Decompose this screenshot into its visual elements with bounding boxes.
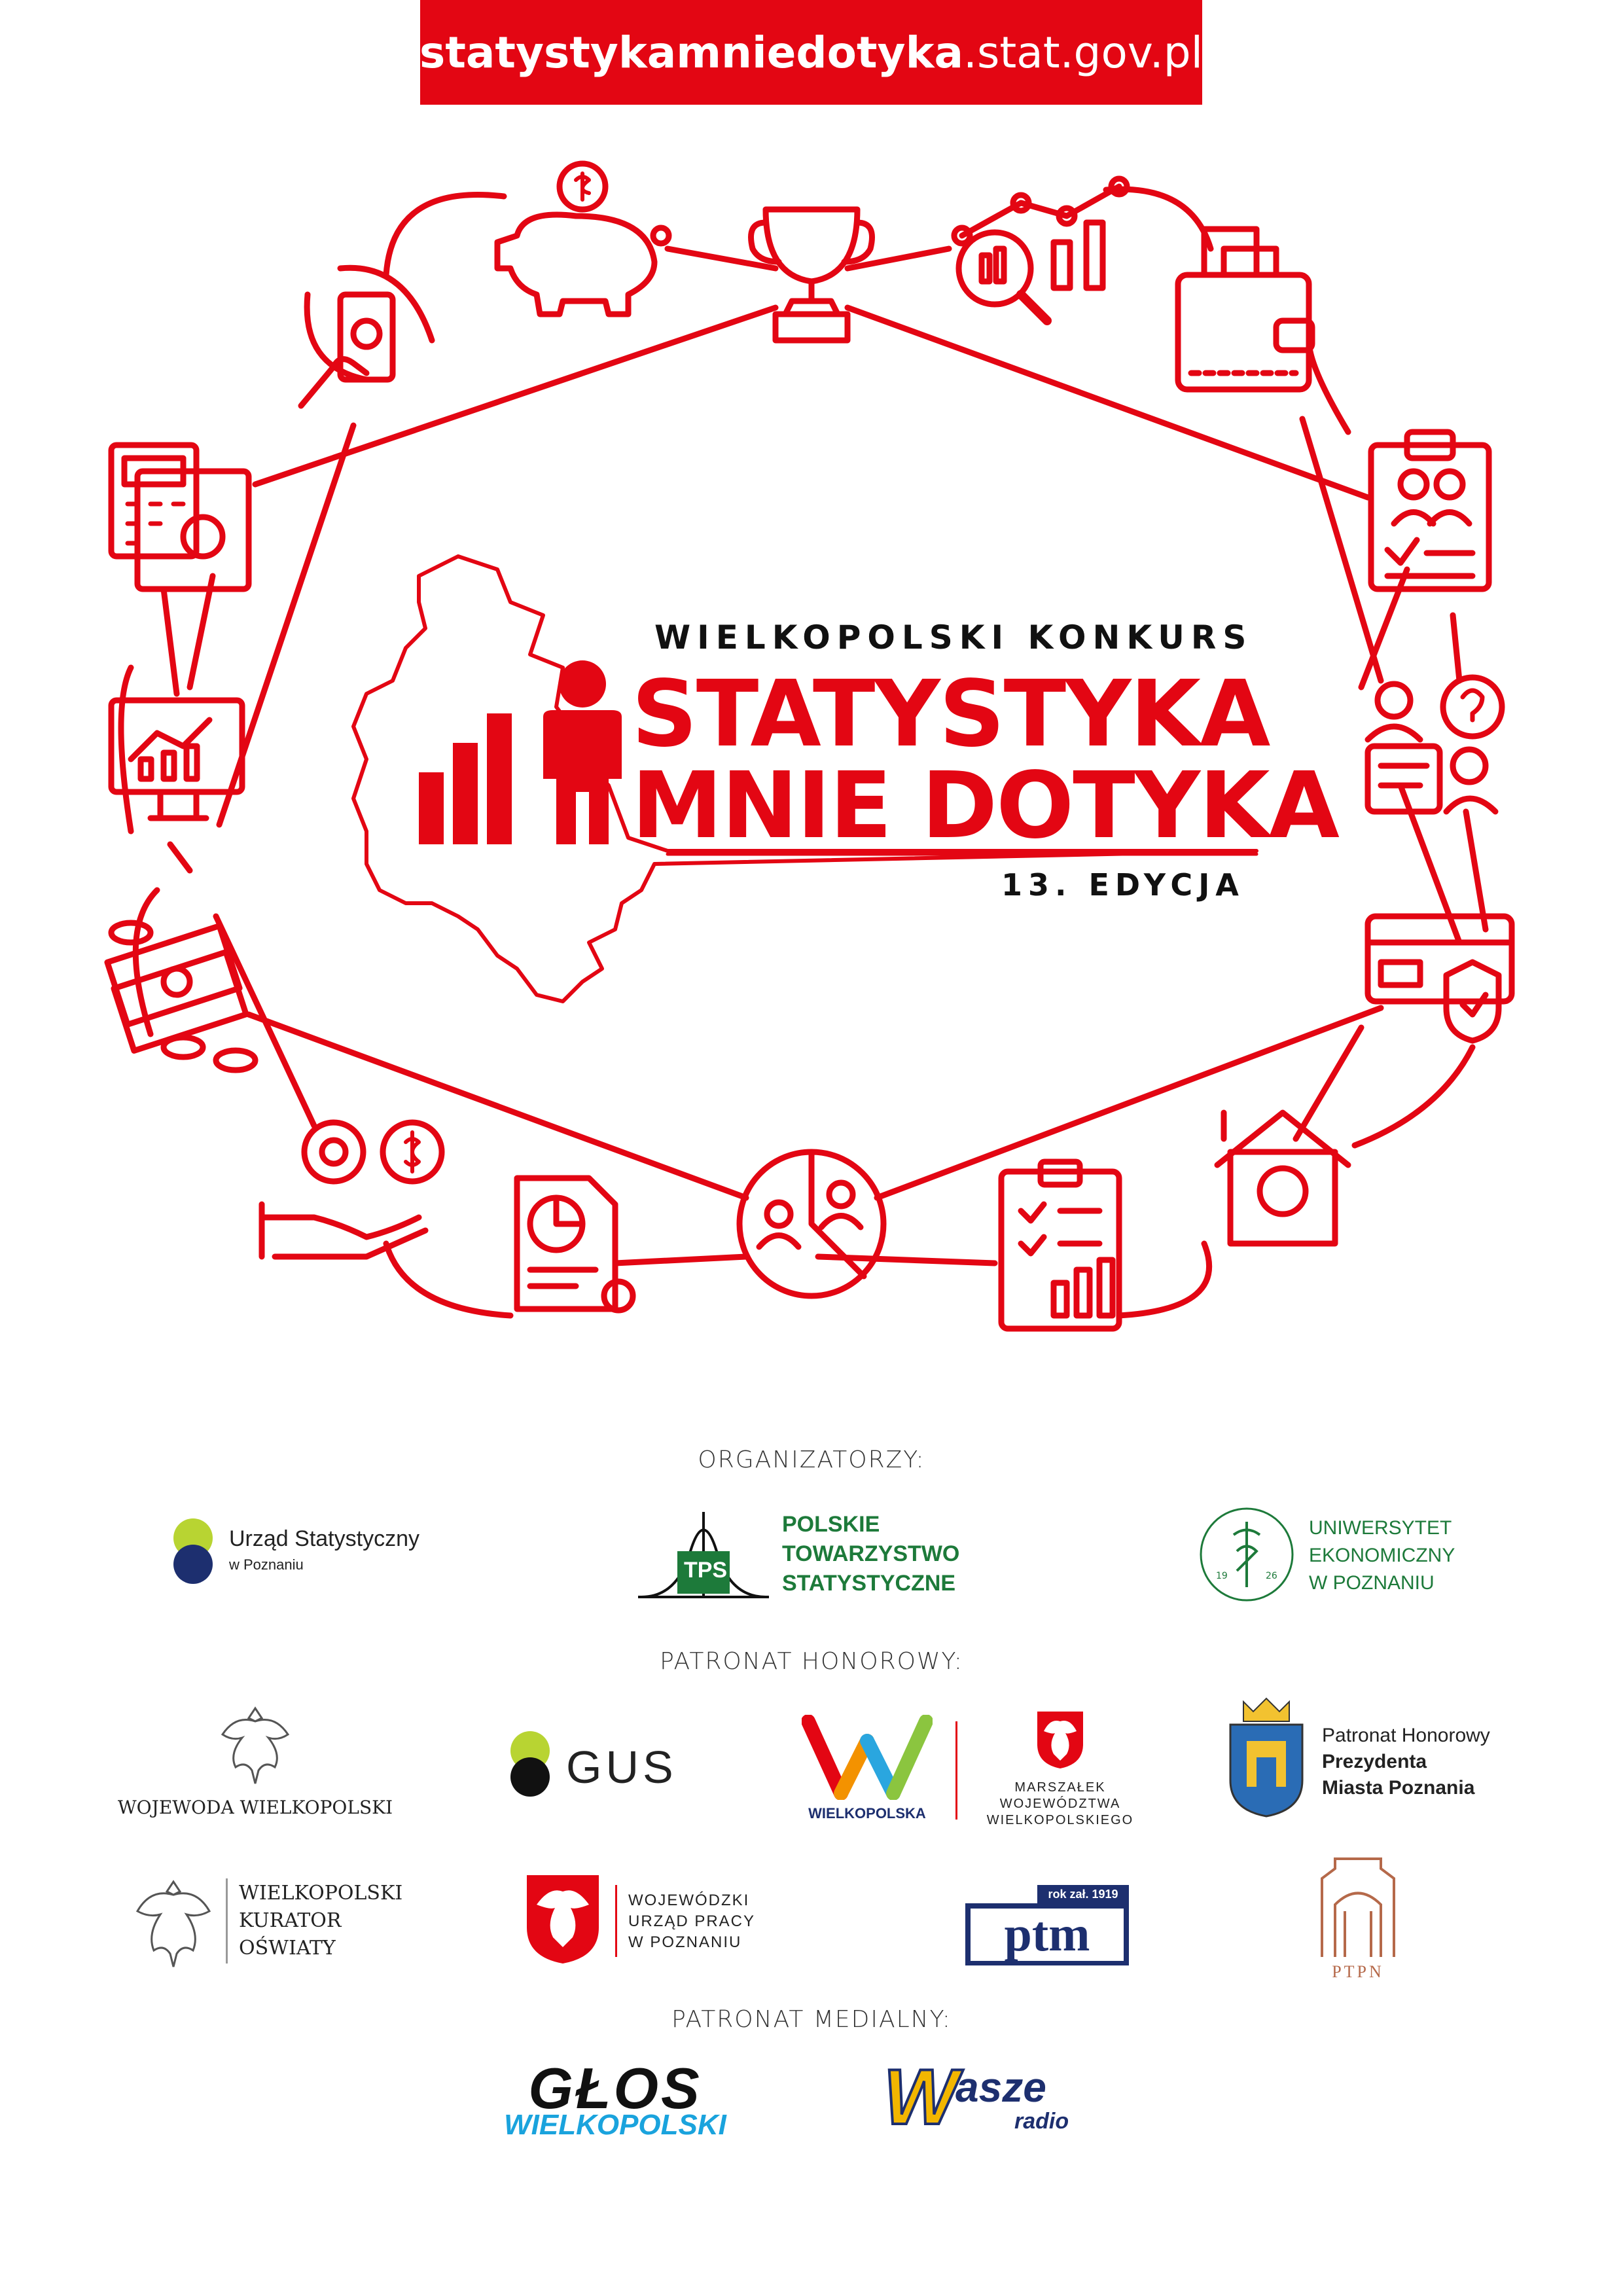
contest-title-line1: STATYSTYKA (632, 661, 1270, 768)
pie-people-icon (740, 1152, 883, 1296)
media-heading: PATRONAT MEDIALNY: (671, 2006, 952, 2033)
glos-name: GŁOS (528, 2056, 702, 2121)
house-money-icon (1217, 1113, 1348, 1244)
marszalek-shield-icon (1034, 1708, 1086, 1770)
credit-card-shield-icon (1368, 916, 1512, 1041)
pts-line2: TOWARZYSTWO (782, 1541, 960, 1566)
gus-logo[interactable] (504, 1728, 687, 1800)
checklist-chart-icon (1001, 1162, 1119, 1329)
hand-gear-money-icon (262, 1122, 442, 1257)
prezydent-poznania-logo[interactable] (1224, 1695, 1538, 1833)
trophy-icon (751, 209, 872, 340)
us-poznan-logo[interactable] (167, 1512, 429, 1590)
phone-money-cycle-icon (301, 268, 432, 406)
wasze-rest: asze (955, 2064, 1046, 2111)
wallet-icon (1178, 229, 1312, 389)
ptpn-logo[interactable] (1315, 1852, 1400, 1983)
ue-line1: UNIWERSYTET (1309, 1517, 1452, 1539)
prezydent-line1: Patronat Honorowy (1322, 1725, 1490, 1746)
marszalek-logo[interactable] (975, 1708, 1145, 1833)
wielkopolska-logo[interactable] (792, 1715, 942, 1826)
wielkopolska-name: WIELKOPOLSKA (808, 1805, 926, 1821)
kurator-line2: KURATOR (239, 1909, 342, 1932)
url-domain-bold: statystykamniedotyka (419, 27, 963, 78)
ue-line3: W POZNANIU (1309, 1572, 1435, 1594)
pts-line3: STATYSTYCZNE (782, 1571, 956, 1596)
us-logo-mark-icon (167, 1512, 219, 1590)
ue-line2: EKONOMICZNY (1309, 1545, 1455, 1566)
question-people-icon (1368, 677, 1502, 812)
ptpn-building-icon (1315, 1852, 1400, 1960)
ptpn-name: PTPN (1332, 1962, 1384, 1981)
url-domain-suffix: .stat.gov.pl (963, 27, 1203, 78)
ue-year-a: 19 (1216, 1571, 1228, 1581)
edition-label: 13. EDYCJA (1001, 867, 1245, 903)
bars-person-logo (419, 660, 622, 844)
ptm-name: ptm (971, 1909, 1124, 1961)
ue-seal-icon (1198, 1505, 1296, 1604)
gus-mark-icon (504, 1728, 556, 1800)
logo-divider (955, 1721, 957, 1820)
wasze-radio-logo[interactable] (883, 2055, 1106, 2140)
ptm-logo[interactable] (965, 1885, 1129, 1967)
wielkopolska-w-icon (802, 1715, 933, 1800)
kurator-line1: WIELKOPOLSKI (239, 1882, 403, 1905)
contest-subtitle: WIELKOPOLSKI KONKURS (654, 619, 1253, 656)
honorary-heading: PATRONAT HONOROWY: (660, 1648, 963, 1675)
kurator-line3: OŚWIATY (239, 1937, 336, 1960)
wojewoda-logo[interactable] (105, 1702, 406, 1820)
report-document-icon (517, 1178, 633, 1310)
prezydent-line3: Miasta Poznania (1322, 1777, 1475, 1799)
us-name: Urząd Statystyczny (229, 1526, 419, 1551)
data-analysis-icon (954, 179, 1127, 321)
wasze-radio: radio (1014, 2109, 1069, 2134)
marszalek-line2: WOJEWÓDZTWA (999, 1797, 1121, 1811)
kurator-oswiaty-logo[interactable] (131, 1872, 406, 1970)
cash-coins-icon (107, 923, 255, 1070)
pts-line1: POLSKIE (782, 1512, 880, 1537)
ue-year-b: 26 (1266, 1571, 1277, 1581)
prezydent-line2: Prezydenta (1322, 1751, 1427, 1772)
calculator-icon (111, 445, 249, 589)
kurator-divider (226, 1878, 228, 1964)
glos-wielkopolski-logo[interactable] (484, 2056, 746, 2141)
wup-line2: URZĄD PRACY (628, 1912, 756, 1930)
wup-line3: W POZNANIU (628, 1933, 742, 1951)
wup-logo[interactable] (524, 1872, 798, 1970)
pts-letters: TPS (683, 1558, 728, 1583)
piggy-bank-icon (497, 164, 669, 314)
monitor-chart-icon (111, 700, 242, 818)
marszalek-line3: WIELKOPOLSKIEGO (986, 1813, 1134, 1827)
wup-line1: WOJEWÓDZKI (628, 1892, 750, 1909)
gus-name: GUS (566, 1742, 677, 1793)
wasze-w: W (883, 2053, 958, 2141)
pts-logo[interactable] (638, 1499, 1005, 1610)
glos-region: WIELKOPOLSKI (504, 2109, 726, 2141)
wojewoda-name: WOJEWODA WIELKOPOLSKI (117, 1797, 393, 1818)
wup-divider (615, 1885, 617, 1957)
poznan-coat-of-arms-icon (1224, 1695, 1309, 1820)
organizers-heading: ORGANIZATORZY: (698, 1446, 925, 1473)
kurator-eagle-icon (131, 1872, 216, 1970)
us-city: w Poznaniu (229, 1556, 304, 1573)
ptm-year-tag: rok zał. 1919 (1037, 1885, 1129, 1903)
wup-shield-icon (524, 1872, 602, 1967)
contest-title-line2: MNIE DOTYKA (632, 753, 1338, 859)
clipboard-people-icon (1371, 432, 1489, 589)
ue-poznan-logo[interactable] (1198, 1499, 1472, 1610)
white-eagle-emblem-icon (216, 1702, 294, 1787)
marszalek-line1: MARSZAŁEK (1014, 1780, 1106, 1795)
pts-bell-curve-icon (638, 1505, 769, 1604)
